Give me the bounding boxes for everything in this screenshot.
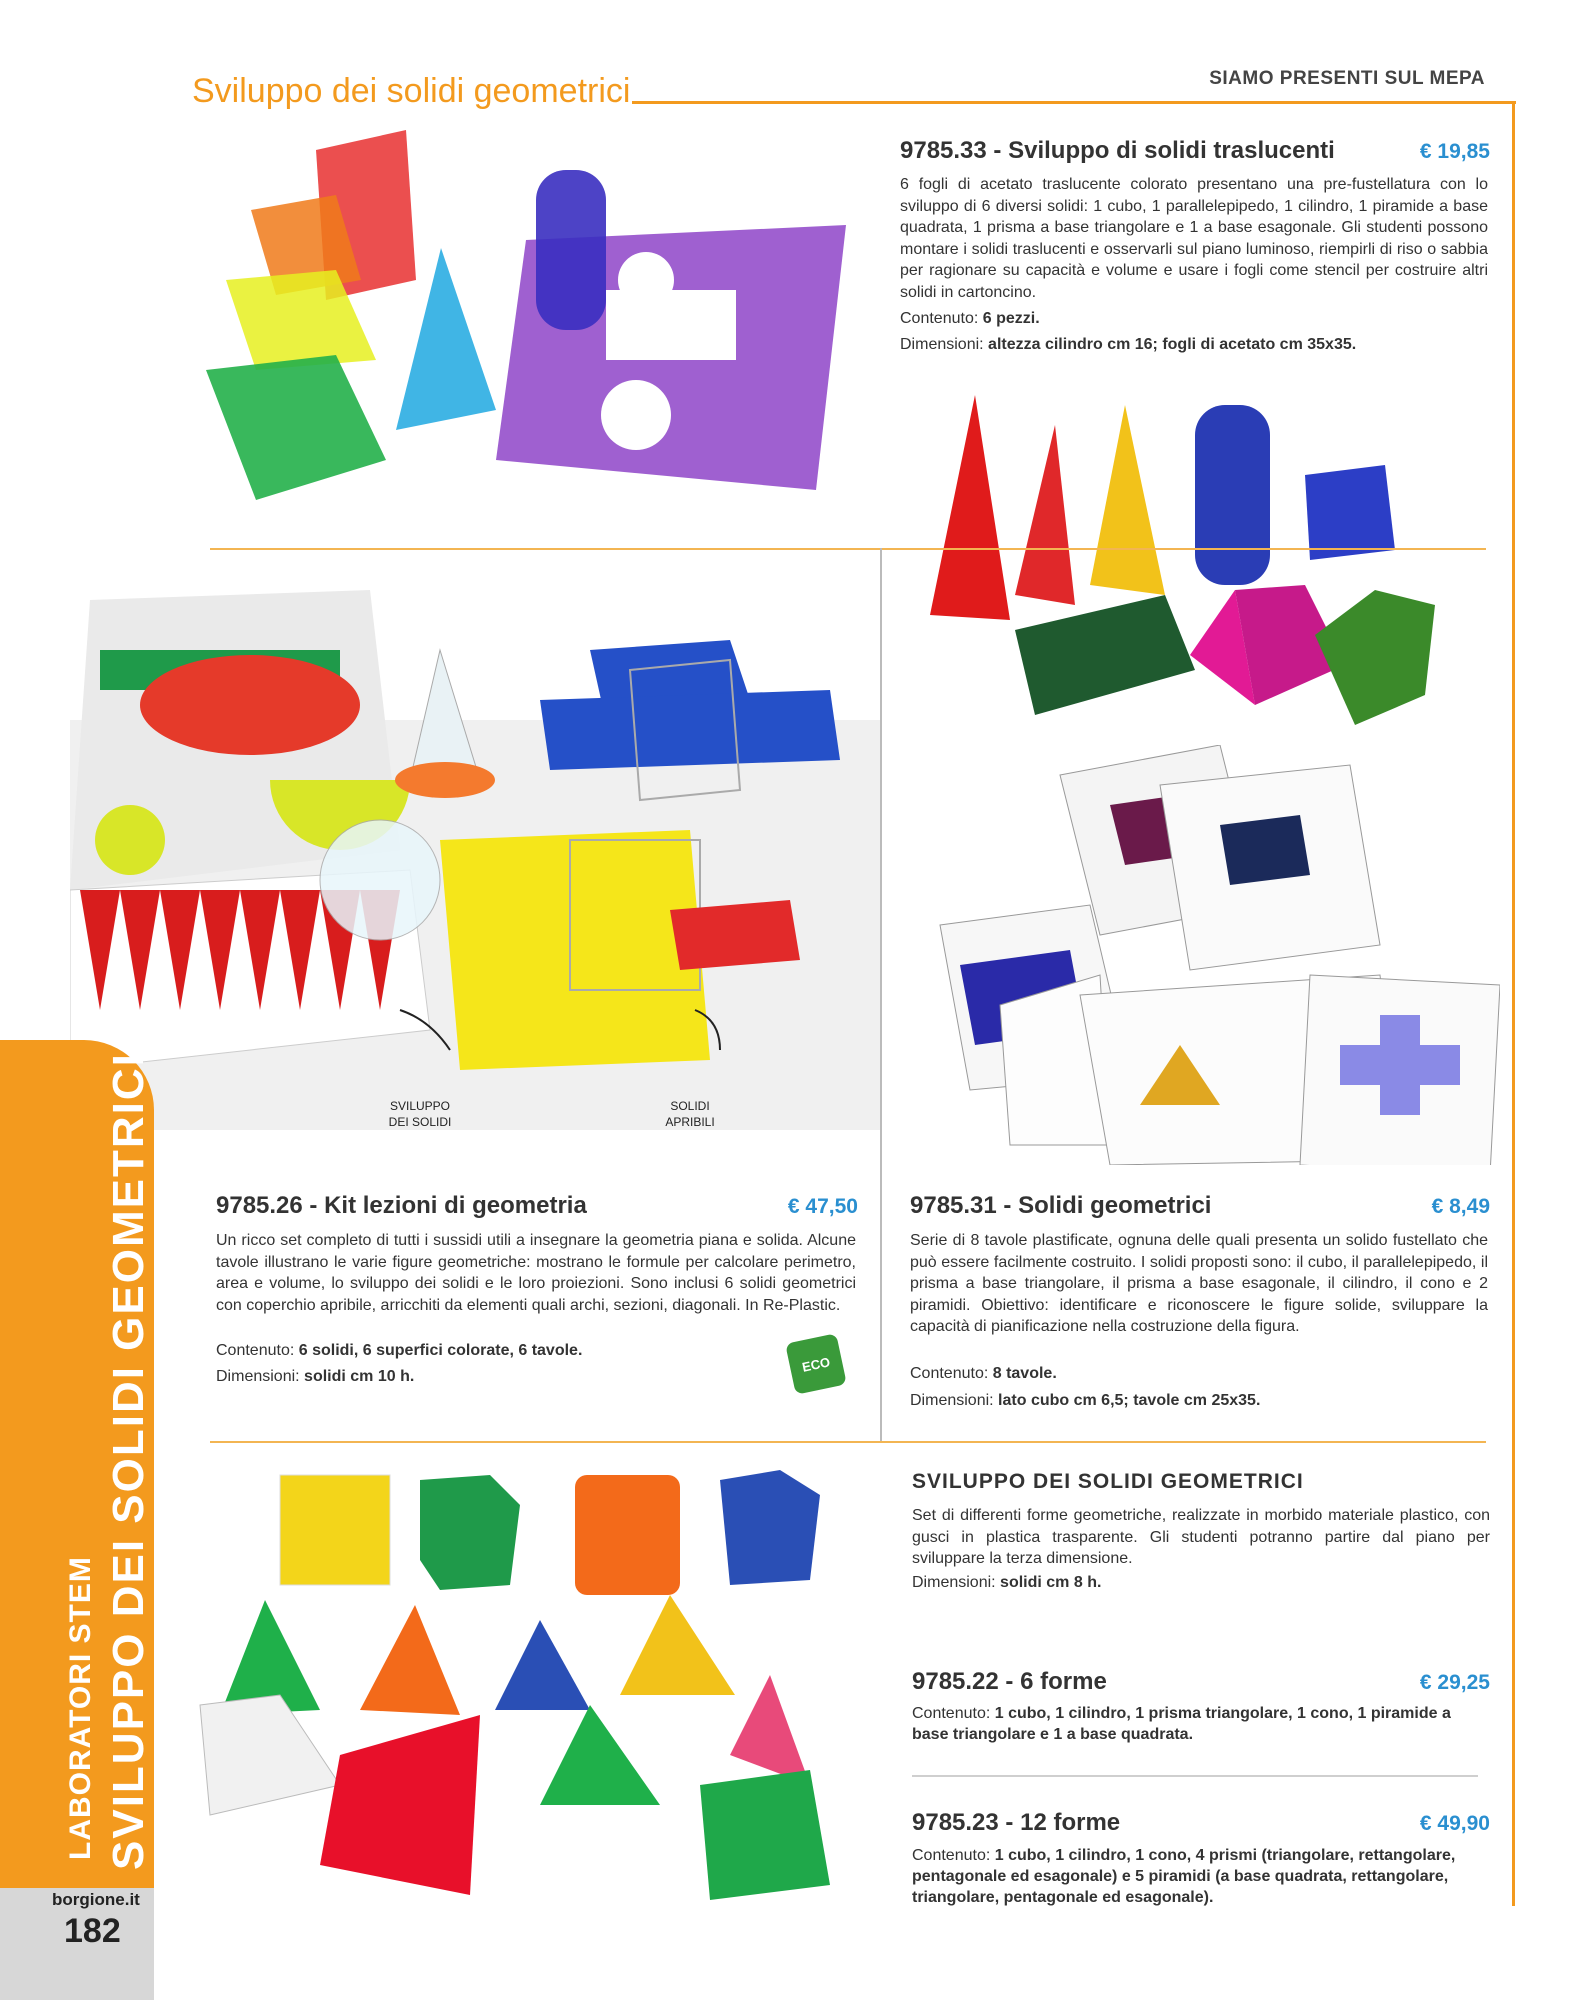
price-9785-31: € 8,49 <box>1431 1195 1490 1218</box>
divider <box>210 1441 1486 1443</box>
right-rule <box>1512 101 1515 1906</box>
price-9785-22: € 29,25 <box>1419 1671 1490 1694</box>
product-title-9785-31: 9785.31 - Solidi geometrici <box>910 1192 1212 1219</box>
divider <box>912 1775 1478 1777</box>
page-section-title: Sviluppo dei solidi geometrici <box>192 72 631 110</box>
divider <box>210 548 1486 550</box>
product-title-9785-26: 9785.26 - Kit lezioni di geometria <box>216 1192 587 1219</box>
content-9785-33: Contenuto: 6 pezzi. <box>900 310 1040 327</box>
description-9785-26: Un ricco set completo di tutti i sussidi utili a insegnare la geometria piana e solida. Alcune tavole illustrano le varie figure geometriche: mostrano le formule per calcolare perimetro, area e volume, lo sviluppo dei solidi e le loro proiezioni. Sono inclusi 6 solidi geometrici con coperchio apribile, arricchiti da elementi quali archi, sezioni, diagonali. In Re-Plastic. <box>216 1232 856 1314</box>
product-title-9785-22: 9785.22 - 6 forme <box>912 1668 1107 1695</box>
content-9785-23: Contenuto: 1 cubo, 1 cilindro, 1 cono, 4 prismi (triangolare, rettangolare, pentagonale ed esagonale) e 5 piramidi (a base quadrata, rettangolare, triangolare, pentagonale ed esagonale). <box>912 1847 1456 1906</box>
plastic-shapes-photo <box>190 1455 870 1910</box>
product-name: Sviluppo di solidi traslucenti <box>1008 137 1335 164</box>
site-name: borgione.it <box>52 1890 140 1909</box>
product-name: 6 forme <box>1020 1668 1107 1695</box>
label-sviluppo-dei-solidi: SVILUPPO DEI SOLIDI <box>388 1099 452 1129</box>
description-9785-31: Serie di 8 tavole plastificate, ognuna delle quali presenta un solido fustellato che può essere facilmente costruito. I solidi proposti sono: il cubo, il parallelepipedo, il prisma a base triangolare, il prisma a base esagonale, il cilindro, il cono e 2 piramidi. Obiettivo: identificare e riconoscere le figure solide, sviluppare la capacità di pianificazione nella costruzione della figura. <box>910 1232 1488 1335</box>
product-name: 12 forme <box>1020 1809 1121 1836</box>
product-code: 9785.23 <box>912 1809 999 1836</box>
product-code: 9785.31 <box>910 1192 997 1219</box>
translucent-solids-photo <box>196 130 896 520</box>
label-solidi-apribili: SOLIDI APRIBILI <box>665 1099 715 1129</box>
content-9785-22: Contenuto: 1 cubo, 1 cilindro, 1 prisma triangolare, 1 cono, 1 piramide a base triangolare e 1 a base quadrata. <box>912 1705 1451 1743</box>
header-rule <box>632 101 1516 104</box>
sidebar-category: LABORATORI STEM <box>64 1556 97 1860</box>
price-9785-26: € 47,50 <box>787 1195 858 1218</box>
product-code: 9785.33 <box>900 137 987 164</box>
product-code: 9785.26 <box>216 1192 303 1219</box>
product-code: 9785.22 <box>912 1668 999 1695</box>
eco-badge-icon: ECO <box>785 1333 847 1395</box>
product-name: Solidi geometrici <box>1018 1192 1212 1219</box>
collection-dimensions: Dimensioni: solidi cm 8 h. <box>912 1574 1102 1591</box>
collection-title: SVILUPPO DEI SOLIDI GEOMETRICI <box>912 1470 1304 1493</box>
product-name: Kit lezioni di geometria <box>324 1192 587 1219</box>
mepa-notice: SIAMO PRESENTI SUL MEPA <box>1209 68 1485 89</box>
vertical-divider <box>880 548 882 1441</box>
collection-description: Set di differenti forme geometriche, realizzate in morbido materiale plastico, con gusci in plastica trasparente. Gli studenti potranno partire dal piano per sviluppare la terza dimensione. <box>912 1507 1490 1567</box>
content-9785-26: Contenuto: 6 solidi, 6 superfici colorate, 6 tavole. <box>216 1342 583 1359</box>
laminated-tables-photo <box>900 745 1500 1165</box>
geometry-kit-photo <box>70 590 880 1130</box>
description-9785-33: 6 fogli di acetato traslucente colorato presentano una pre-fustellatura con lo sviluppo di 6 diversi solidi: 1 cubo, 1 parallelepipedo, 1 cilindro, 1 piramide a base quadrata, 1 prisma a base triangolare e 1 a base esagonale. Gli studenti possono montare i solidi traslucenti e osservarli sul piano luminoso, riempirli di riso o sabbia per ragionare su capacità e volume e usare i fogli come stencil per costruire altri solidi in cartoncino. <box>900 176 1488 301</box>
price-9785-23: € 49,90 <box>1419 1812 1490 1835</box>
sidebar-section: SVILUPPO DEI SOLIDI GEOMETRICI <box>104 1052 153 1870</box>
dimensions-9785-26: Dimensioni: solidi cm 10 h. <box>216 1368 415 1385</box>
product-title-9785-33: 9785.33 - Sviluppo di solidi traslucenti <box>900 137 1335 164</box>
dimensions-9785-31: Dimensioni: lato cubo cm 6,5; tavole cm 25x35. <box>910 1392 1261 1409</box>
content-9785-31: Contenuto: 8 tavole. <box>910 1365 1057 1382</box>
page-number: 182 <box>64 1912 121 1950</box>
product-title-9785-23: 9785.23 - 12 forme <box>912 1809 1121 1836</box>
colored-solids-photo <box>925 395 1445 745</box>
dimensions-9785-33: Dimensioni: altezza cilindro cm 16; fogli di acetato cm 35x35. <box>900 336 1357 353</box>
price-9785-33: € 19,85 <box>1419 140 1490 163</box>
